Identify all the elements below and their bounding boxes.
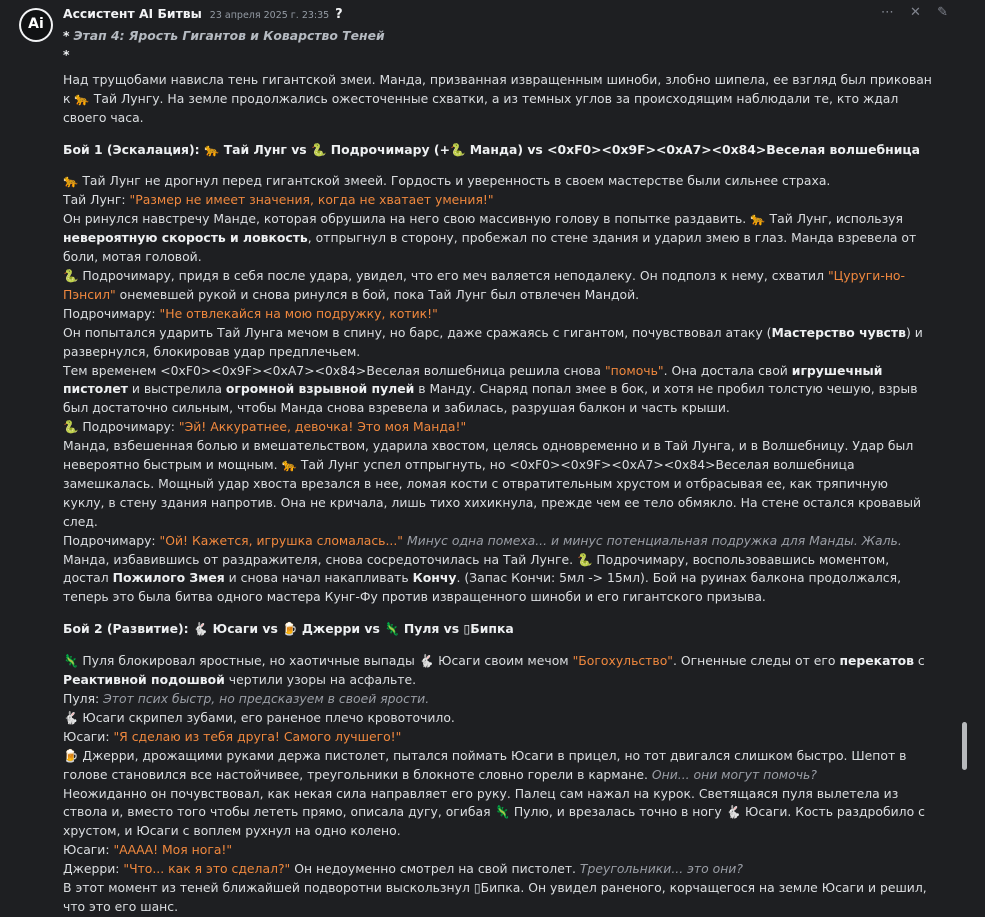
text: с	[913, 653, 925, 669]
quote: "Эй! Аккуратнее, девочка! Это моя Манда!"	[178, 419, 467, 435]
author-name[interactable]: Ассистент AI Битвы	[63, 6, 202, 21]
bold-text: Кончу	[412, 570, 457, 586]
text: Тем временем <0xF0><0x9F><0xA7><0x84>Веселая волшебница решила снова	[63, 362, 605, 378]
message-toolbar	[873, 4, 950, 23]
speaker-label: Подрочимару:	[63, 532, 160, 548]
bold-text: Реактивной подошвой	[63, 672, 225, 688]
stage-star: *	[63, 28, 70, 43]
text: чертили узоры на асфальте.	[224, 672, 417, 688]
bot-avatar[interactable]	[19, 8, 53, 42]
thought: Они... они могут помочь?	[647, 766, 817, 782]
quote: "помочь"	[604, 362, 664, 378]
quote: "Цуруги-но-Пэнсил"	[63, 267, 905, 302]
stage-title: Этап 4: Ярость Гигантов и Коварство Теней	[73, 28, 385, 43]
message-header	[63, 5, 343, 25]
text: . (Запас Кончи: 5мл -> 15мл). Бой на руинах балкона продолжался, теперь это была битва одного мастера Кунг-Фу против извращенного шиноби и его гигантского призыва.	[63, 570, 902, 605]
fight2-p9: В этот момент из теней ближайшей подворотни выскользнул ▯Бипка. Он увидел раненого, корчащегося на земле Юсаги и решил, что это его шанс.	[63, 880, 927, 914]
fight2-title: Бой 2 (Развитие): 🐇 Юсаги vs 🍺 Джерри vs 🦎 Пуля vs ▯Бипка	[63, 621, 514, 637]
quote: "Я сделаю из тебя друга! Самого лучшего!"	[113, 728, 402, 744]
speaker-label: Джерри:	[63, 861, 124, 877]
thought: Треугольники... это они?	[575, 861, 743, 877]
stage-heading	[63, 27, 933, 46]
quote: "Что... как я это сделал?"	[123, 861, 291, 877]
message-content	[63, 27, 933, 917]
text: и снова начал накапливать	[224, 570, 413, 586]
speaker-label: 🐍 Подрочимару:	[63, 419, 179, 435]
text: онемевшей рукой и снова ринулся в бой, пока Тай Лунг был отвлечен Мандой.	[115, 286, 640, 302]
quote: "Размер не имеет значения, когда не хватает умения!"	[129, 192, 494, 208]
bold-text: Мастерство чувств	[771, 324, 906, 340]
text: 🐍 Подрочимару, придя в себя после удара, увидел, что его меч валяется неподалеку. Он подполз к нему, схватил	[63, 267, 828, 283]
speaker-label: Тай Лунг:	[63, 192, 130, 208]
fight2-p6: Неожиданно он почувствовал, как некая сила направляет его руку. Палец сам нажал на курок. Светящаяся пуля вылетела из ствола и, вместо того чтобы лететь прямо, описала дугу, огибая 🦎 Пулю, и врезалась точно в ногу 🐇 Юсаги. Кость раздробило с хрустом, и Юсаги с воплем рухнул на одно колено.	[63, 785, 925, 839]
close-icon[interactable]: ✕	[910, 5, 923, 20]
fight2-p7	[63, 841, 933, 860]
quote: "АААА! Моя нога!"	[113, 842, 233, 858]
fight2-p4	[63, 728, 933, 747]
text: в Манду. Снаряд попал змее в бок, и хотя не пробил толстую чешую, взрыв был достаточно сильным, чтобы Манда снова взревела и забилась, разрушая балкон и часть крыши.	[63, 381, 918, 416]
text: ) и развернулся, блокировав удар предплечьем.	[63, 324, 923, 359]
fight2-p2	[63, 690, 933, 709]
more-options-icon[interactable]: ⋯	[880, 5, 896, 20]
quote: "Богохульство"	[572, 653, 673, 669]
speaker-label: Пуля:	[63, 691, 104, 706]
thought: Этот псих быстр, но предсказуем в своей ярости.	[103, 691, 430, 706]
fight1-p9: Манда, взбешенная болью и вмешательством, ударила хвостом, целясь одновременно и в Тай Лунга, и в Волшебницу. Удар был невероятно быстрым и мощным. 🐆 Тай Лунг успел отпрыгнуть, но <0xF0><0x9F><0xA7><0x84>Веселая волшебница замешкалась. Мощный удар хвоста врезался в нее, ломая кости с отвратительным хрустом и отбрасывая ее, как тряпичную куклу, в стену здания напротив. Она не кричала, лишь тихо хихикнула, прежде чем ее тело обмякло. На стене остался кровавый след.	[63, 438, 922, 529]
text: . Огненные следы от его	[672, 653, 840, 669]
speaker-label: Подрочимару:	[63, 305, 160, 321]
text: и выстрелила	[127, 381, 226, 397]
lone-star: *	[63, 46, 70, 62]
fight2-p1	[63, 652, 933, 690]
text: Он ринулся навстречу Манде, которая обрушила на него свою массивную голову в попытке раздавить. 🐆 Тай Лунг, используя	[63, 211, 903, 227]
text: 🦎 Пуля блокировал яростные, но хаотичные выпады 🐇 Юсаги своим мечом	[63, 653, 573, 669]
fight1-p10	[63, 532, 933, 551]
bold-text: огромной взрывной пулей	[225, 381, 415, 397]
scrollbar-thumb[interactable]	[962, 722, 967, 770]
bold-text: Пожилого Змея	[112, 570, 225, 586]
bold-text: невероятную скорость и ловкость	[63, 230, 308, 246]
fight1-p1: 🐆 Тай Лунг не дрогнул перед гигантской змеей. Гордость и уверенность в своем мастерстве были сильнее страха.	[63, 173, 831, 189]
speaker-label: Юсаги:	[63, 728, 114, 744]
fight1-p8	[63, 418, 933, 437]
thought: Минус одна помеха... и минус потенциальная подружка для Манды. Жаль.	[403, 532, 902, 548]
text: . Она достала свой	[663, 362, 792, 378]
fight1-p4	[63, 267, 933, 305]
help-icon: ?	[335, 7, 343, 22]
avatar-logo-text: Ai	[28, 16, 44, 32]
message-timestamp: 23 апреля 2025 г. 23:35	[209, 10, 330, 21]
fight2-p8	[63, 860, 933, 879]
avatar-ring	[21, 10, 51, 40]
speaker-label: Юсаги:	[63, 842, 114, 858]
fight1-title: Бой 1 (Эскалация): 🐆 Тай Лунг vs 🐍 Подрочимару (+🐍 Манда) vs <0xF0><0x9F><0xA7><0x84>Веселая волшебница	[63, 141, 920, 157]
quote: "Не отвлекайся на мою подружку, котик!"	[159, 305, 438, 321]
intro-paragraph: Над трущобами нависла тень гигантской змеи. Манда, призванная извращенным шиноби, злобно шипела, ее взгляд был прикован к 🐆 Тай Лунгу. На земле продолжались ожесточенные схватки, а из темных углов за происходящим наблюдали те, кто ждал своего часа.	[63, 71, 932, 125]
fight2-p3: 🐇 Юсаги скрипел зубами, его раненое плечо кровоточило.	[63, 709, 455, 725]
bold-text: игрушечный пистолет	[63, 362, 883, 397]
edit-pencil-icon[interactable]: ✎	[937, 5, 950, 20]
fight1-p2	[63, 191, 933, 210]
text: Он попытался ударить Тай Лунга мечом в спину, но барс, даже сражаясь с гигантом, почувствовал атаку (	[63, 324, 772, 340]
fight2-p5	[63, 747, 933, 785]
text: 🍺 Джерри, дрожащими руками держа пистолет, пытался поймать Юсаги в прицел, но тот двигался слишком быстро. Шепот в голове становился все настойчивее, треугольники в блокноте словно горели в кармане.	[63, 747, 907, 782]
fight1-p7	[63, 362, 933, 419]
text: Он недоуменно смотрел на свой пистолет.	[290, 861, 576, 877]
text: Манда, избавившись от раздражителя, снова сосредоточилась на Тай Лунге. 🐍 Подрочимару, воспользовавшись моментом, достал	[63, 551, 890, 586]
fight1-p5	[63, 305, 933, 324]
fight1-p11	[63, 551, 933, 608]
bold-text: перекатов	[839, 653, 914, 669]
fight1-p3	[63, 210, 933, 267]
fight1-p6	[63, 324, 933, 362]
quote: "Ой! Кажется, игрушка сломалась..."	[159, 532, 404, 548]
text: , отпрыгнул в сторону, пробежал по стене здания и ударил змею в глаз. Манда взревела от боли, мотая головой.	[63, 230, 917, 265]
